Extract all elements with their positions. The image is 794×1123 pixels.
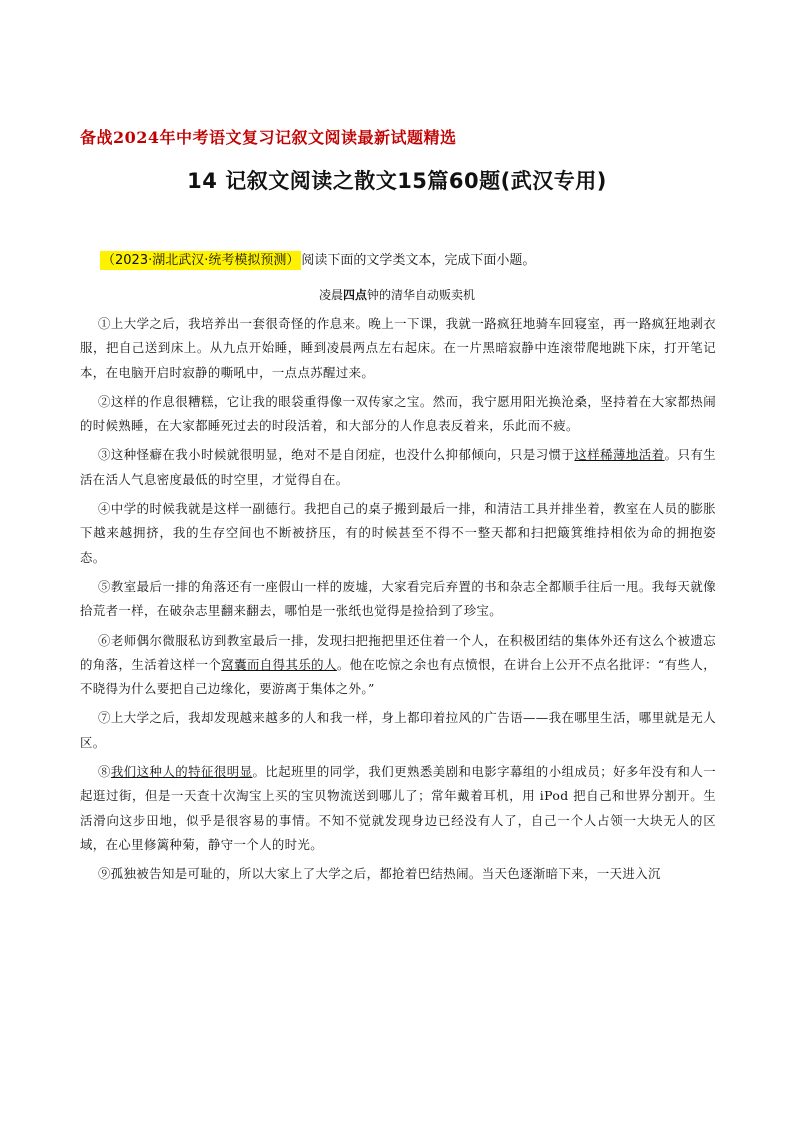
instruction-text: 阅读下面的文学类文本，完成下面小题。 (301, 253, 536, 268)
question-source-line (100, 249, 535, 268)
series-heading: 备战2024年中考语文复习记叙文阅读最新试题精选 (80, 128, 457, 147)
underlined-phrase-2: 窝囊而自得其乐的人 (221, 656, 337, 672)
paragraph-2: ②这样的作息很糟糕，它让我的眼袋重得像一双传家之宝。然而，我宁愿用阳光换沧桑，坚持着在大家都热闹的时候熟睡，在大家都睡死过去的时段活着，和大部分的人作息表反着来，乐此而不疲。 (80, 393, 716, 434)
paragraph-8-post: 。比起班里的同学，我们更熟悉美剧和电影字幕组的小组成员；好多年没有和人一起逛过街，但是一天查十次淘宝上买的宝贝物流送到哪儿了；常年戴着耳机，用 iPod 把自己和世界分割开。生活滑向这步田地，似乎是很容易的事情。不知不觉就发现身边已经没有人了，自己一个人占领一大块无人的区域，在心里修篱种菊，静守一个人的时光。 (80, 764, 716, 852)
underlined-phrase-3: 我们这种人的特征很明显 (110, 764, 253, 780)
underlined-phrase-1: 这样稀薄地活着 (574, 447, 665, 463)
article-body (80, 312, 716, 892)
paragraph-9: ⑨孤独被告知是可耻的，所以大家上了大学之后，都抢着巴结热闹。当天色逐渐暗下来，一天进入沉 (98, 866, 661, 882)
paragraph-8 (80, 760, 716, 857)
source-tag-highlight: （2023·湖北武汉·统考模拟预测） (102, 253, 300, 268)
paragraph-3-pre: ③这种怪癖在我小时候就很明显，绝对不是自闭症，也没什么抑郁倾向，只是习惯于 (98, 447, 575, 463)
paragraph-3-post: 。只有生活在活人气息密度最低的时空里，才觉得自在。 (80, 447, 716, 487)
paragraph-8-pre: ⑧ (98, 764, 111, 780)
paragraph-6-post: 。他在吃惊之余也有点愤恨，在讲台上公开不点名批评：“有些人，不晓得为什么要把自己边缘化，要游离于集体之外。” (80, 656, 716, 697)
story-title (0, 286, 794, 303)
paragraph-1: ①上大学之后，我培养出一套很奇怪的作息来。晚上一下课，我就一路疯狂地骑车回寝室，再一路疯狂地剥衣服，把自己送到床上。从九点开始睡，睡到凌晨两点左右起床。在一片黑暗寂静中连滚带爬地跳下床，打开笔记本，在电脑开启时寂静的嘶吼中，一点点苏醒过来。 (80, 316, 716, 380)
paragraph-3 (80, 443, 716, 492)
story-title-pre: 凌晨 (318, 288, 343, 302)
paragraph-4: ④中学的时候我就是这样一副德行。我把自己的桌子搬到最后一排，和清洁工具并排坐着，教室在人员的膨胀下越来越拥挤，我的生存空间也不断被挤压，有的时候甚至不得不一整天都和扫把簸箕维持相依为命的拥抱姿态。 (80, 501, 716, 565)
story-title-post: 钟的清华自动贩卖机 (367, 288, 476, 302)
story-title-bold: 四点 (342, 288, 367, 302)
paragraph-5: ⑤教室最后一排的角落还有一座假山一样的废墟，大家看完后弃置的书和杂志全都顺手往后一甩。我每天就像拾荒者一样，在破杂志里翻来翻去，哪怕是一张纸也觉得是捡拾到了珍宝。 (80, 578, 716, 619)
paragraph-6-pre: ⑥老师偶尔微服私访到教室最后一排，发现扫把拖把里还住着一个人，在积极团结的集体外还有这么个被遗忘的角落，生活着这样一个 (80, 632, 716, 672)
paragraph-6 (80, 629, 716, 702)
paragraph-7: ⑦上大学之后，我却发现越来越多的人和我一样，身上都印着拉风的广告语——我在哪里生活，哪里就是无人区。 (80, 710, 716, 750)
page-title: 14 记叙文阅读之散文15篇60题(武汉专用) (187, 169, 607, 193)
